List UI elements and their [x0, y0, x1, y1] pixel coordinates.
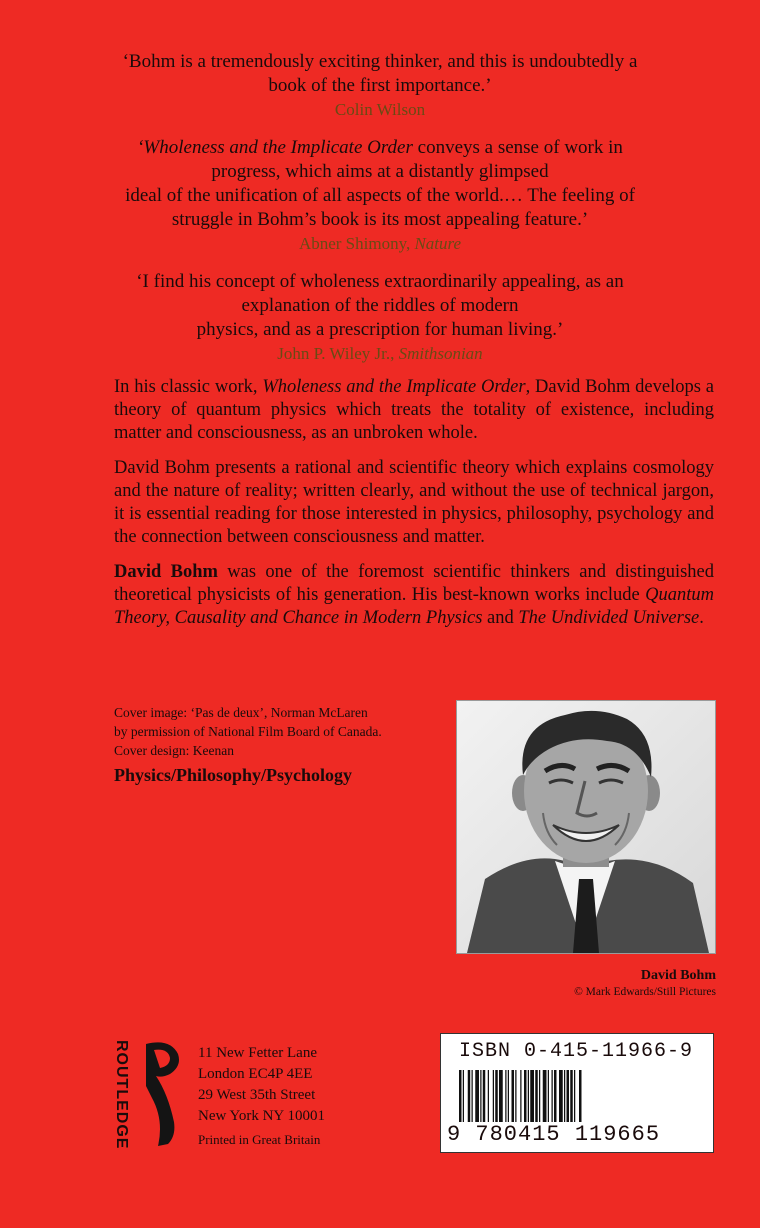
barcode-bar: [468, 1070, 471, 1122]
routledge-logo-text: ROUTLEDGE: [113, 1040, 130, 1150]
address-line: 29 West 35th Street: [198, 1087, 316, 1103]
work-title: The Undivided Universe: [518, 608, 700, 628]
barcode-bar: [567, 1070, 570, 1122]
barcode-bar: [515, 1070, 516, 1122]
barcode-bar: [488, 1070, 489, 1122]
quote-source: Smithsonian: [398, 344, 483, 363]
barcode-bar: [499, 1070, 503, 1122]
printed-in: Printed in Great Britain: [198, 1132, 321, 1147]
barcode-bar: [530, 1070, 534, 1122]
address-line: New York NY 10001: [198, 1108, 325, 1124]
barcode-bar: [480, 1070, 481, 1122]
work-title: Quantum Theory, Causality and Chance in Modern Physics: [114, 585, 714, 628]
barcode-bar: [475, 1070, 479, 1122]
barcode-bar: [512, 1070, 515, 1122]
barcode-bar: [528, 1070, 529, 1122]
quote-line: progress, which aims at a distantly glimpsed: [211, 161, 549, 182]
ean-number: 9 780415 119665: [447, 1122, 661, 1147]
credit-line: Cover design: Keenan: [114, 743, 234, 758]
barcode-bar: [535, 1070, 538, 1122]
address-line: 11 New Fetter Lane: [198, 1045, 317, 1061]
barcode-bar: [579, 1070, 582, 1122]
quote-line: explanation of the riddles of modern: [241, 295, 519, 316]
subject-category: Physics/Philosophy/Psychology: [114, 765, 353, 785]
barcode-bar: [543, 1070, 547, 1122]
barcode: [440, 1033, 714, 1153]
barcode-bar: [520, 1070, 521, 1122]
description-text: , David Bohm develops a theory of quantum physics which treats the totality of existence, including matter and consciousness, as an unbroken whole.: [114, 377, 714, 443]
barcode-bar: [548, 1070, 549, 1122]
barcode-bar: [554, 1070, 557, 1122]
barcode-bar: [505, 1070, 506, 1122]
cover-credits: [114, 703, 382, 760]
author-name: David Bohm: [114, 562, 218, 582]
quote-author: John P. Wiley Jr.,: [277, 344, 395, 363]
bio-text: and: [482, 608, 519, 628]
barcode-bar: [463, 1070, 464, 1122]
quote-attribution: [60, 232, 700, 256]
isbn-label: ISBN 0-415-11966-9: [459, 1040, 694, 1063]
author-bio: [114, 561, 714, 630]
quote-line: ideal of the unification of all aspects of the world.… The feeling of: [125, 185, 635, 206]
quote-line: struggle in Bohm’s book is its most appealing feature.’: [171, 209, 589, 230]
photo-subject-name: David Bohm: [640, 968, 716, 983]
barcode-bar: [459, 1070, 462, 1122]
barcode-bar: [483, 1070, 486, 1122]
quote-line-text: conveys a sense of work in: [417, 137, 623, 158]
review-quotes: [60, 50, 700, 380]
barcode-bar: [570, 1070, 573, 1122]
quote-attribution: Colin Wilson: [334, 100, 426, 119]
photo-caption: [440, 968, 716, 998]
barcode-bar: [493, 1070, 494, 1122]
quote-line: physics, and as a prescription for human living.’: [196, 319, 564, 340]
book-title: Wholeness and the Implicate Order: [262, 377, 526, 397]
quote-john-wiley: [60, 270, 700, 366]
quote-line: ‘Bohm is a tremendously exciting thinker, and this is undoubtedly a: [122, 51, 638, 72]
barcode-bar: [472, 1070, 473, 1122]
credit-line: Cover image: ‘Pas de deux’, Norman McLaren: [114, 705, 368, 720]
description-text: In his classic work,: [114, 377, 263, 397]
description-paragraph-1: [114, 376, 714, 445]
barcode-bar: [508, 1070, 509, 1122]
quote-source: Nature: [414, 234, 462, 253]
barcode-bar: [564, 1070, 565, 1122]
barcode-bar: [539, 1070, 540, 1122]
barcode-bar: [524, 1070, 527, 1122]
quote-attribution: [60, 342, 700, 366]
quote-line: book of the first importance.’: [268, 75, 492, 96]
author-photo: [456, 700, 716, 954]
publisher-address: [198, 1043, 325, 1150]
description-paragraph-2: David Bohm presents a rational and scientific theory which explains cosmology and the nature of reality; written clearly, and without the use of technical jargon, it is essential reading for those interested in physics, philosophy, psychology and the connection between consciousness and matter.: [114, 458, 714, 547]
author-portrait-illustration: [457, 701, 715, 953]
quote-colin-wilson: [60, 50, 700, 122]
quote-line: ‘I find his concept of wholeness extraordinarily appealing, as an: [136, 271, 624, 292]
barcode-bars: [459, 1070, 689, 1122]
book-description: [114, 376, 714, 642]
barcode-bar: [552, 1070, 553, 1122]
bio-text: .: [699, 608, 704, 628]
address-line: London EC4P 4EE: [198, 1066, 313, 1082]
quote-author: Abner Shimony,: [298, 234, 411, 253]
quote-abner-shimony: [60, 136, 700, 256]
photo-credit: © Mark Edwards/Still Pictures: [574, 986, 716, 998]
barcode-bar: [574, 1070, 575, 1122]
quote-line: [60, 136, 700, 160]
quote-book-title: ‘Wholeness and the Implicate Order: [137, 137, 413, 158]
barcode-bar: [495, 1070, 498, 1122]
bio-text: was one of the foremost scientific thinkers and distinguished theoretical physicists of his generation. His best-known works include: [114, 562, 714, 605]
barcode-bar: [559, 1070, 563, 1122]
credit-line: by permission of National Film Board of Canada.: [114, 724, 382, 739]
